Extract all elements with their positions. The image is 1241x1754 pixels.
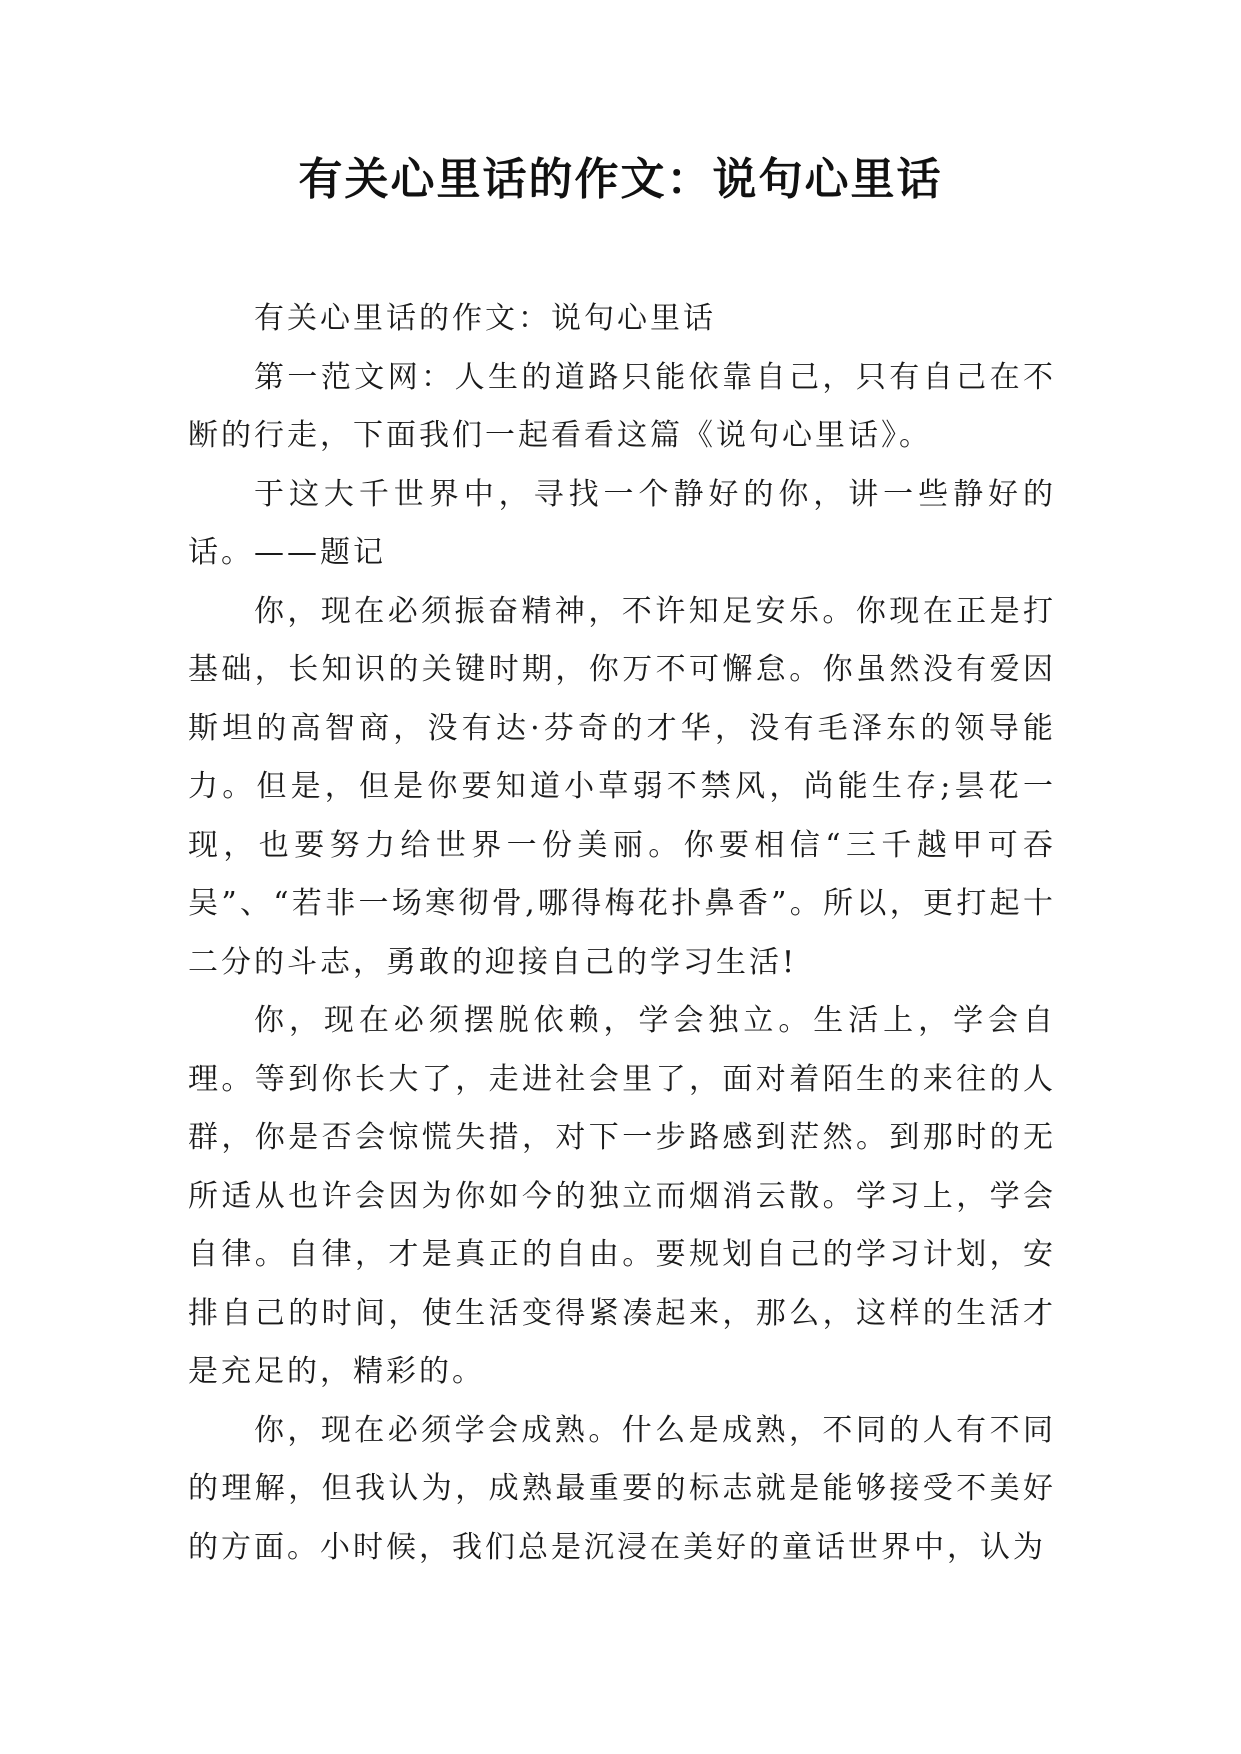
document-title: 有关心里话的作文：说句心里话 [298, 154, 943, 205]
paragraph-epigraph: 于这大千世界中，寻找一个静好的你，讲一些静好的话。——题记 [188, 476, 1056, 570]
document-body [188, 290, 1056, 1577]
paragraph-intro: 第一范文网：人生的道路只能依靠自己，只有自己在不断的行走，下面我们一起看看这篇《说句心里话》。 [188, 359, 1056, 453]
paragraph-body-3: 你，现在必须学会成熟。什么是成熟，不同的人有不同的理解，但我认为，成熟最重要的标志就是能够接受不美好的方面。小时候，我们总是沉浸在美好的童话世界中，认为 [188, 1412, 1056, 1565]
paragraph-subtitle: 有关心里话的作文：说句心里话 [254, 301, 716, 336]
paragraph-body-2: 你，现在必须摆脱依赖，学会独立。生活上，学会自理。等到你长大了，走进社会里了，面对着陌生的来往的人群，你是否会惊慌失措，对下一步路感到茫然。到那时的无所适从也许会因为你如今的独立而烟消云散。学习上，学会自律。自律，才是真正的自由。要规划自己的学习计划，安排自己的时间，使生活变得紧凑起来，那么，这样的生活才是充足的，精彩的。 [188, 1003, 1056, 1389]
paragraph-body-1: 你，现在必须振奋精神，不许知足安乐。你现在正是打基础，长知识的关键时期，你万不可懈怠。你虽然没有爱因斯坦的高智商，没有达·芬奇的才华，没有毛泽东的领导能力。但是，但是你要知道小草弱不禁风，尚能生存;昙花一现，也要努力给世界一份美丽。你要相信“三千越甲可吞吴”、“若非一场寒彻骨,哪得梅花扑鼻香”。所以，更打起十二分的斗志，勇敢的迎接自己的学习生活! [188, 593, 1056, 980]
